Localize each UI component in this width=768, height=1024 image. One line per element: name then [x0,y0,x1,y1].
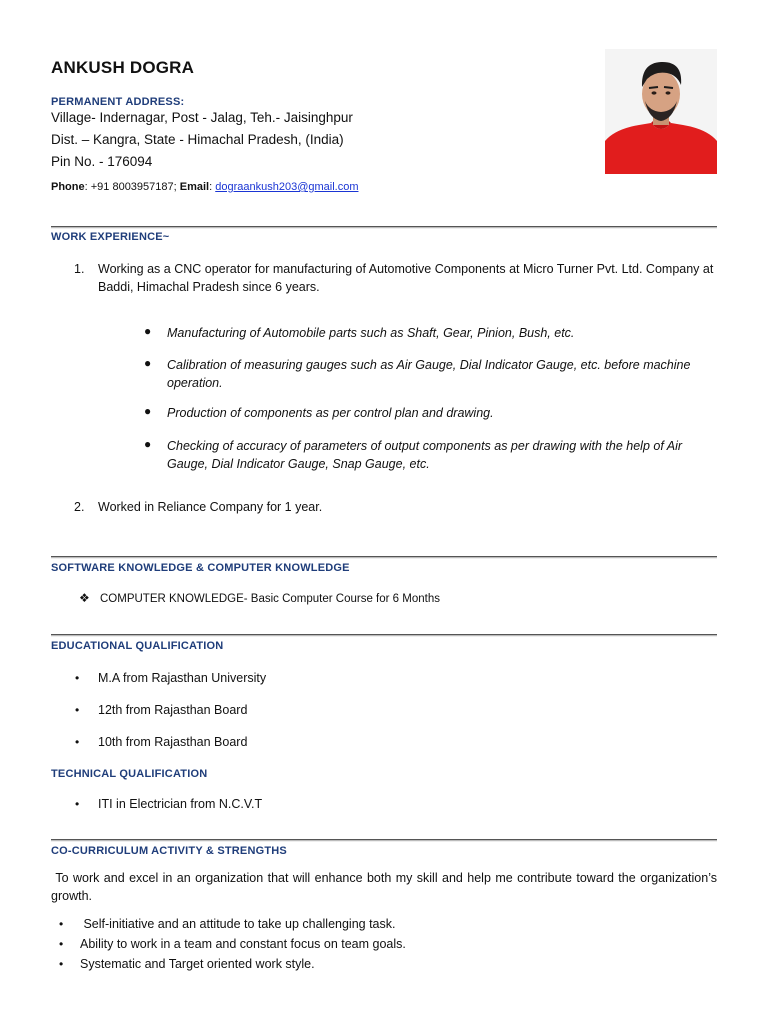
address-line-1: Village- Indernagar, Post - Jalag, Teh.- Jaisinghpur [51,110,353,125]
bullet-icon: ● [144,404,152,418]
cocurricular-heading: CO-CURRICULUM ACTIVITY & STRENGTHS [51,845,287,857]
bullet-icon: ● [144,437,152,451]
education-heading: EDUCATIONAL QUALIFICATION [51,640,224,652]
bullet-icon: • [59,937,64,951]
education-item: M.A from Rajasthan University [98,671,267,685]
bullet-icon: • [59,917,64,931]
bullet-icon: • [75,703,80,717]
bullet-icon: ● [144,356,152,370]
address-line-3: Pin No. - 176094 [51,154,153,169]
software-item: COMPUTER KNOWLEDGE- Basic Computer Course for 6 Months [100,593,440,605]
technical-heading: TECHNICAL QUALIFICATION [51,768,208,780]
section-divider [51,634,717,637]
work-bullet: Checking of accuracy of parameters of output components as per drawing with the help of Air Gauge, Dial Indicator Gauge, Snap Gauge, etc. [167,439,683,471]
permanent-address-heading: PERMANENT ADDRESS: [51,96,185,108]
candidate-name: ANKUSH DOGRA [51,58,195,77]
section-divider [51,556,717,559]
technical-item: ITI in Electrician from N.C.V.T [98,797,263,811]
education-item: 10th from Rajasthan Board [98,735,248,749]
email-label: Email [179,181,210,193]
list-number: 1. [74,262,85,276]
bullet-icon: • [75,671,80,685]
diamond-bullet-icon: ❖ [79,591,90,605]
strength-item: Self-initiative and an attitude to take up challenging task. [80,917,396,931]
address-line-2: Dist. – Kangra, State - Himachal Pradesh, (India) [51,132,344,147]
work-bullet: Manufacturing of Automobile parts such as Shaft, Gear, Pinion, Bush, etc. [167,326,575,340]
email-separator: : [209,181,216,193]
work-item-2: Worked in Reliance Company for 1 year. [98,500,323,514]
contact-line [51,181,358,193]
software-heading: SOFTWARE KNOWLEDGE & COMPUTER KNOWLEDGE [51,562,350,574]
work-bullet: Production of components as per control plan and drawing. [167,406,494,420]
work-item-1: Working as a CNC operator for manufacturing of Automotive Components at Micro Turner Pvt. Ltd. Company at Baddi, Himachal Pradesh since 6 years. [98,262,714,294]
list-number: 2. [74,500,85,514]
work-experience-heading: WORK EXPERIENCE~ [51,231,170,243]
section-divider [51,839,717,842]
objective-paragraph: To work and excel in an organization that will enhance both my skill and help me contribute toward the organization’s growth. [51,871,721,903]
work-bullet: Calibration of measuring gauges such as Air Gauge, Dial Indicator Gauge, etc. before machine operation. [167,358,691,390]
strength-item: Ability to work in a team and constant focus on team goals. [80,937,406,951]
bullet-icon: • [75,797,80,811]
education-item: 12th from Rajasthan Board [98,703,248,717]
bullet-icon: ● [144,324,152,338]
profile-photo [605,49,717,174]
phone-number: : +91 8003957187; [84,181,180,193]
strength-item: Systematic and Target oriented work style. [80,957,315,971]
bullet-icon: • [59,957,64,971]
phone-label: Phone [51,181,85,193]
section-divider [51,226,717,229]
bullet-icon: • [75,735,80,749]
email-link[interactable]: dograankush203@gmail.com [215,181,359,193]
